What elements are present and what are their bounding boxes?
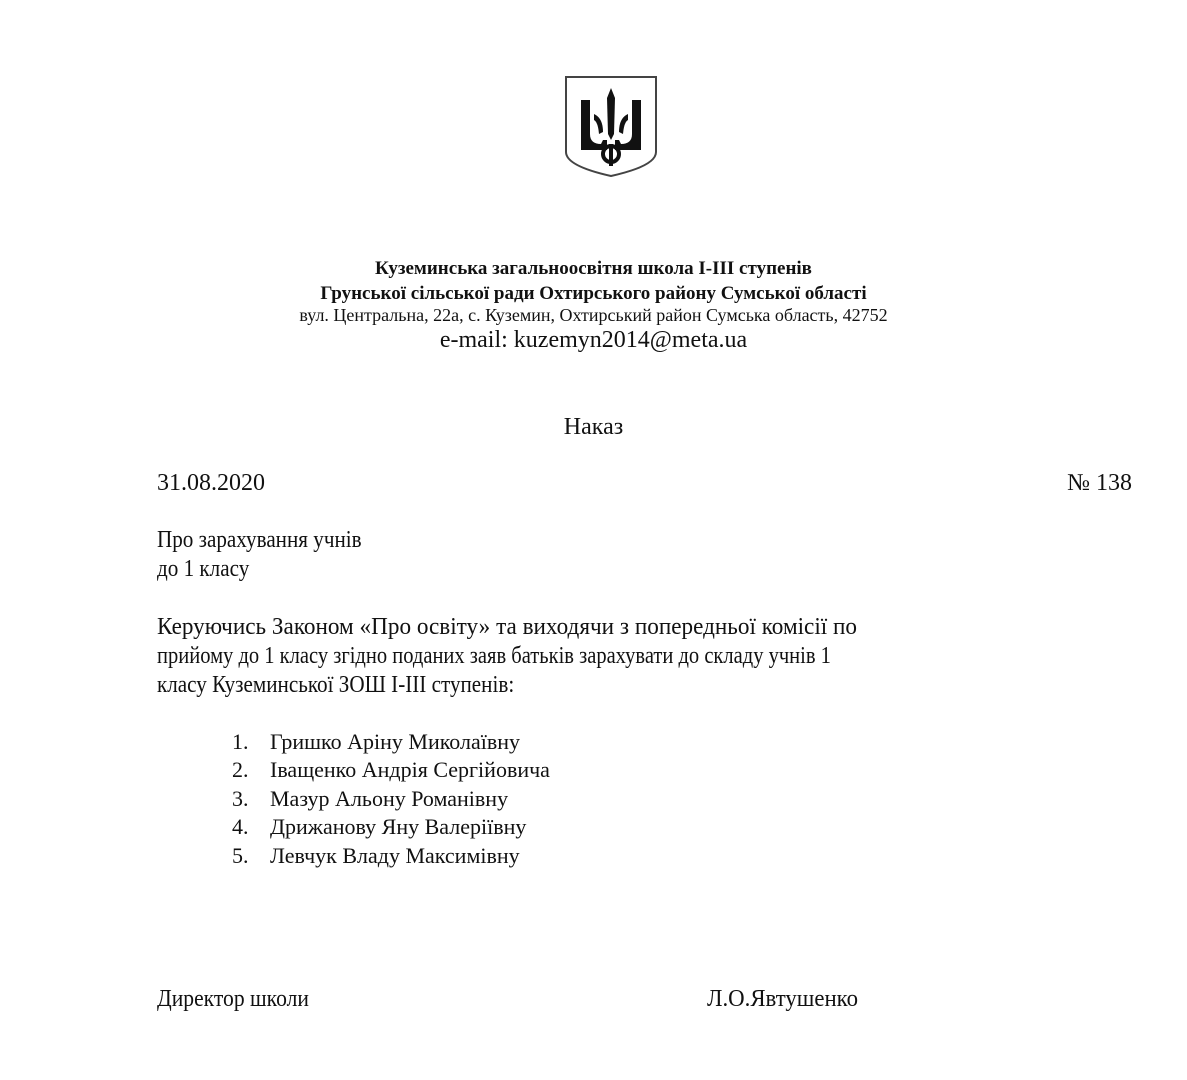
body-paragraph — [157, 614, 1132, 704]
student-list-item: 5. Левчук Владу Максимівну — [232, 843, 520, 868]
document-date: 31.08.2020 — [157, 470, 265, 496]
student-list-item: 1. Гришко Аріну Миколаївну — [232, 729, 521, 754]
subject-line-2: до 1 класу — [157, 556, 250, 582]
body-line: класу Куземинської ЗОШ І-ІІІ ступенів: — [157, 672, 515, 698]
signature-role: Директор школи — [157, 986, 309, 1012]
subject-line-1: Про зарахування учнів — [157, 527, 362, 553]
council-name: Грунської сільської ради Охтирського району Сумської області — [320, 283, 867, 304]
signature-name: Л.О.Явтушенко — [707, 986, 859, 1012]
student-list-item: 3. Мазур Альону Романівну — [232, 786, 509, 811]
student-list-item: 2. Іващенко Андрія Сергійовича — [232, 757, 550, 782]
document-number: № 138 — [1067, 470, 1132, 496]
school-email: e-mail: kuzemyn2014@meta.ua — [439, 327, 748, 353]
body-line: прийому до 1 класу згідно поданих заяв батьків зарахувати до складу учнів 1 — [157, 643, 831, 669]
school-address: вул. Центральна, 22а, с. Куземин, Охтирський район Сумська область, 42752 — [299, 305, 888, 325]
body-line: Керуючись Законом «Про освіту» та виходячи з попередньої комісії по — [157, 614, 858, 640]
student-list-item: 4. Дрижанову Яну Валеріївну — [232, 814, 527, 839]
trident-coat-of-arms-icon — [563, 74, 659, 178]
school-name: Куземинська загальноосвітня школа І-ІІІ ступенів — [375, 258, 812, 279]
document-title: Наказ — [563, 414, 624, 440]
